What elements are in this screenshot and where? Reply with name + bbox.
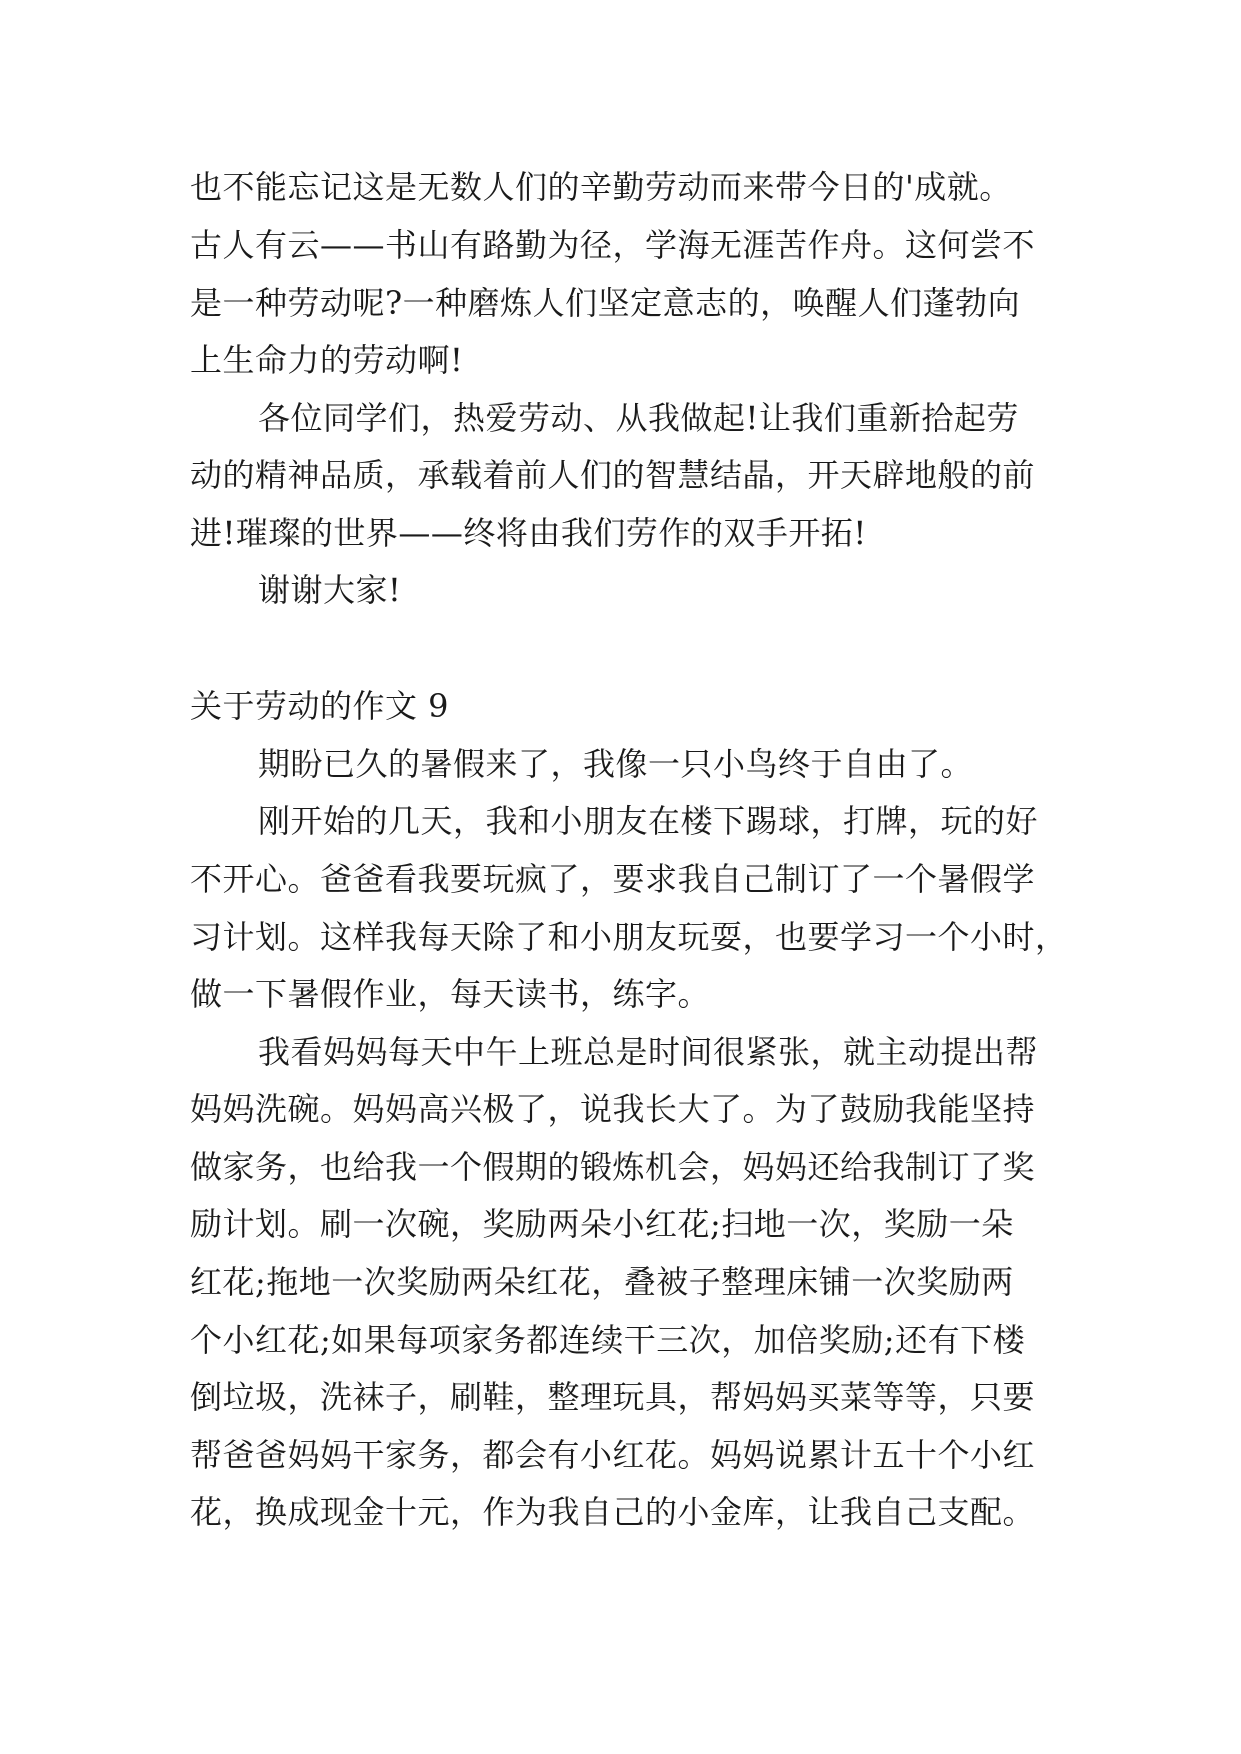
text-line: 也不能忘记这是无数人们的辛勤劳动而来带今日的'成就。: [190, 168, 1012, 206]
text-line: 动的精神品质，承载着前人们的智慧结晶，开天辟地般的前: [190, 456, 1036, 494]
text-line: 做一下暑假作业，每天读书，练字。: [190, 975, 711, 1013]
text-line: 古人有云——书山有路勤为径，学海无涯苦作舟。这何尝不: [190, 226, 1036, 264]
text-line: 个小红花;如果每项家务都连续干三次，加倍奖励;还有下楼: [190, 1321, 1026, 1359]
paragraph-first-line: 各位同学们，热爱劳动、从我做起!让我们重新拾起劳: [258, 399, 1019, 437]
text-line: 进!璀璨的世界——终将由我们劳作的双手开拓!: [190, 514, 867, 552]
text-line: 习计划。这样我每天除了和小朋友玩耍，也要学习一个小时，: [190, 918, 1068, 956]
text-line: 倒垃圾，洗袜子，刷鞋，整理玩具，帮妈妈买菜等等，只要: [190, 1378, 1036, 1416]
text-line: 是一种劳动呢?一种磨炼人们坚定意志的，唤醒人们蓬勃向: [190, 284, 1021, 322]
text-line: 励计划。刷一次碗，奖励两朵小红花;扫地一次，奖励一朵: [190, 1205, 1014, 1243]
text-line: 妈妈洗碗。妈妈高兴极了，说我长大了。为了鼓励我能坚持: [190, 1090, 1036, 1128]
text-line: 红花;拖地一次奖励两朵红花，叠被子整理床铺一次奖励两: [190, 1263, 1014, 1301]
text-line: 做家务，也给我一个假期的锻炼机会，妈妈还给我制订了奖: [190, 1148, 1036, 1186]
paragraph-first-line: 刚开始的几天，我和小朋友在楼下踢球，打牌，玩的好: [258, 802, 1039, 840]
paragraph-first-line: 期盼已久的暑假来了，我像一只小鸟终于自由了。: [258, 745, 974, 783]
text-line: 上生命力的劳动啊!: [190, 341, 464, 379]
text-line: 花，换成现金十元，作为我自己的小金库，让我自己支配。: [190, 1493, 1036, 1531]
section-heading: 关于劳动的作文 9: [190, 687, 450, 725]
text-line: 不开心。爸爸看我要玩疯了，要求我自己制订了一个暑假学: [190, 860, 1036, 898]
text-line: 帮爸爸妈妈干家务，都会有小红花。妈妈说累计五十个小红: [190, 1436, 1036, 1474]
paragraph-first-line: 我看妈妈每天中午上班总是时间很紧张，就主动提出帮: [258, 1033, 1039, 1071]
paragraph-first-line: 谢谢大家!: [258, 571, 402, 609]
